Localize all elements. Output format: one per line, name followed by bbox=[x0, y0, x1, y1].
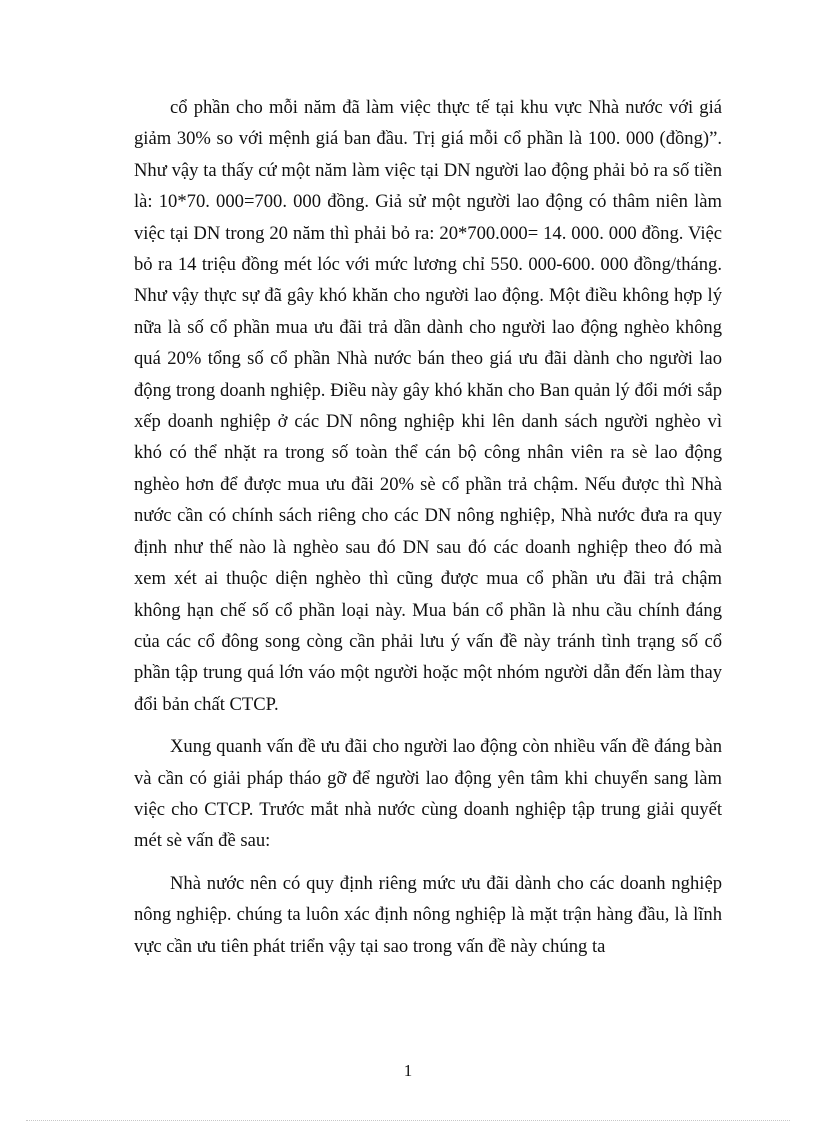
body-text bbox=[134, 92, 722, 962]
footer-divider bbox=[26, 1120, 790, 1121]
paragraph-3: Nhà nước nên có quy định riêng mức ưu đãi dành cho các doanh nghiệp nông nghiệp. chúng ta luôn xác định nông nghiệp là mặt trận hàng đầu, là lĩnh vực cần ưu tiên phát triển vậy tại sao trong vấn đề này chúng ta bbox=[134, 872, 722, 957]
page-number: 1 bbox=[403, 1061, 413, 1080]
paragraph-1: cổ phần cho mỗi năm đã làm việc thực tế tại khu vực Nhà nước với giá giảm 30% so với mệnh giá ban đầu. Trị giá mỗi cổ phần là 100. 000 (đồng)”. Như vậy ta thấy cứ một năm làm việc tại DN người lao động phải bỏ ra số tiền là: 10*70. 000=700. 000 đồng. Giả sử một người lao động có thâm niên làm việc tại DN trong 20 năm thì phải bỏ ra: 20*700.000= 14. 000. 000 đồng. Việc bỏ ra 14 triệu đồng mét lóc với mức lương chỉ 550. 000-600. 000 đồng/tháng. Như vậy thực sự đã gây khó khăn cho người lao động. Một điều không hợp lý nữa là số cổ phần mua ưu đãi trả dần dành cho người lao động nghèo không quá 20% tổng số cổ phần Nhà nước bán theo giá ưu đãi dành cho người lao động trong doanh nghiệp. Điều này gây khó khăn cho Ban quản lý đổi mới sắp xếp doanh nghiệp ở các DN nông nghiệp khi lên danh sách người nghèo vì khó có thể nhặt ra trong số toàn thể cán bộ công nhân viên ra sè lao động nghèo hơn để được mua ưu đãi 20% sè cổ phần trả chậm. Nếu được thì Nhà nước cần có chính sách riêng cho các DN nông nghiệp, Nhà nước đưa ra quy định như thế nào là nghèo sau đó DN sau đó các doanh nghiệp theo đó mà xem xét ai thuộc diện nghèo thì cũng được mua cổ phần ưu đãi trả chậm không hạn chế số cổ phần loại này. Mua bán cổ phần là nhu cầu chính đáng của các cổ đông song còng cần phải lưu ý vấn đề này tránh tình trạng số cổ phần tập trung quá lớn váo một người hoặc một nhóm người dẫn đến làm thay đổi bản chất CTCP. bbox=[134, 97, 722, 715]
paragraph-2: Xung quanh vấn đề ưu đãi cho người lao động còn nhiều vấn đề đáng bàn và cần có giải pháp tháo gỡ để người lao động yên tâm khi chuyển sang làm việc cho CTCP. Trước mắt nhà nước cùng doanh nghiệp tập trung giải quyết mét sè vấn đề sau: bbox=[134, 736, 722, 852]
